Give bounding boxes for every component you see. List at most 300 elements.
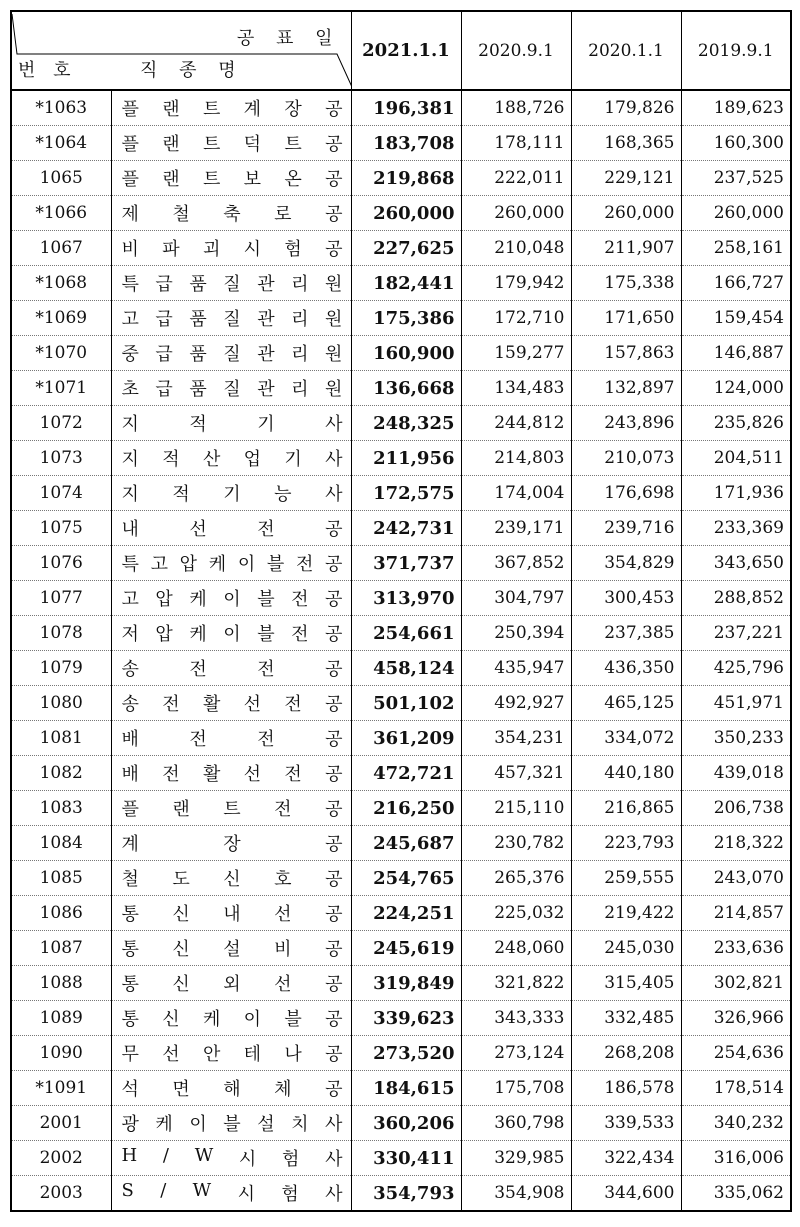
job-name-cell	[111, 756, 351, 791]
wage-value-cell: 371,737	[351, 546, 461, 581]
job-name-char: 광	[121, 1114, 139, 1135]
job-name-char: 전	[295, 554, 314, 575]
wage-value-cell: 175,708	[461, 1071, 571, 1106]
job-name-char: /	[160, 1180, 167, 1201]
wage-value-cell: 172,710	[461, 301, 571, 336]
table-row	[11, 336, 791, 371]
job-name-char: 관	[257, 274, 275, 295]
wage-value-cell: 160,900	[351, 336, 461, 371]
job-name-cell	[111, 231, 351, 266]
job-name-char: 내	[121, 519, 139, 540]
wage-value-cell: 211,956	[351, 441, 461, 476]
job-name-char: 트	[202, 169, 221, 190]
job-number-cell: 1086	[11, 896, 111, 931]
wage-value-cell: 157,863	[571, 336, 681, 371]
job-name-char: 블	[257, 624, 275, 645]
wage-value-cell: 360,798	[461, 1106, 571, 1141]
job-name-char: 질	[223, 344, 241, 365]
wage-value-cell: 259,555	[571, 861, 681, 896]
job-name-char: /	[162, 1145, 169, 1166]
wage-value-cell: 300,453	[571, 581, 681, 616]
job-name-char: 통	[121, 1009, 139, 1030]
job-name-char: 사	[325, 1184, 343, 1205]
wage-value-cell: 288,852	[681, 581, 791, 616]
job-name-char: 트	[202, 99, 221, 120]
job-name-char: 랜	[162, 134, 180, 155]
job-name-cell	[111, 161, 351, 196]
wage-value-cell: 334,072	[571, 721, 681, 756]
wage-value-cell: 223,793	[571, 826, 681, 861]
date-header-2020-9-1: 2020.9.1	[461, 11, 571, 90]
table-row	[11, 1071, 791, 1106]
diagonal-header-cell	[11, 11, 351, 90]
job-name	[122, 690, 343, 716]
job-name	[122, 1075, 343, 1101]
wage-value-cell: 367,852	[461, 546, 571, 581]
job-name-char: 공	[325, 939, 343, 960]
job-name	[122, 1110, 343, 1136]
job-name-char: 공	[325, 1044, 343, 1065]
job-name-char: 시	[243, 239, 262, 260]
wage-value-cell: 183,708	[351, 126, 461, 161]
wage-value-cell: 132,897	[571, 371, 681, 406]
wage-value-cell: 315,405	[571, 966, 681, 1001]
table-row	[11, 196, 791, 231]
job-name-char: 플	[121, 99, 139, 120]
wage-value-cell: 233,636	[681, 931, 791, 966]
wage-value-cell: 175,386	[351, 301, 461, 336]
wage-value-cell: 458,124	[351, 651, 461, 686]
wage-value-cell: 354,908	[461, 1176, 571, 1212]
job-name-cell	[111, 861, 351, 896]
job-name-char: 보	[243, 169, 262, 190]
wage-value-cell: 134,483	[461, 371, 571, 406]
wage-value-cell: 319,849	[351, 966, 461, 1001]
wage-value-cell: 184,615	[351, 1071, 461, 1106]
job-name-char: 압	[155, 624, 173, 645]
job-number-cell: 1073	[11, 441, 111, 476]
job-name	[122, 1180, 343, 1206]
wage-value-cell: 186,578	[571, 1071, 681, 1106]
job-name-char: 사	[325, 484, 343, 505]
wage-value-cell: 245,619	[351, 931, 461, 966]
table-row	[11, 1036, 791, 1071]
job-name-char: 공	[325, 554, 343, 575]
job-name	[122, 830, 343, 856]
wage-value-cell: 188,726	[461, 90, 571, 126]
wage-value-cell: 237,525	[681, 161, 791, 196]
wage-value-cell: 243,896	[571, 406, 681, 441]
job-number-cell: 1076	[11, 546, 111, 581]
job-name-char: 고	[150, 554, 168, 575]
job-name	[122, 445, 343, 471]
job-name-cell	[111, 686, 351, 721]
job-name-char: 공	[325, 764, 343, 785]
job-name-char: 산	[202, 449, 221, 470]
wage-value-cell: 179,942	[461, 266, 571, 301]
table-row	[11, 1176, 791, 1212]
job-name-char: S	[121, 1180, 134, 1201]
job-name-char: 공	[325, 589, 343, 610]
wage-value-cell: 244,812	[461, 406, 571, 441]
job-name-char: W	[192, 1180, 212, 1201]
job-name-char: 면	[172, 1079, 190, 1100]
job-name-char: 원	[325, 274, 343, 295]
table-row	[11, 90, 791, 126]
wage-value-cell: 425,796	[681, 651, 791, 686]
job-number-cell: 2002	[11, 1141, 111, 1176]
job-name-char: 전	[274, 799, 292, 820]
job-number-cell: *1068	[11, 266, 111, 301]
job-name-char: 공	[325, 694, 343, 715]
job-name-cell	[111, 966, 351, 1001]
job-name-char: 능	[274, 484, 292, 505]
job-name-cell	[111, 1176, 351, 1212]
job-name-char: 원	[325, 379, 343, 400]
job-name-cell	[111, 406, 351, 441]
number-label: 번 호	[18, 60, 77, 81]
wage-value-cell: 254,765	[351, 861, 461, 896]
job-name-char: 공	[325, 974, 343, 995]
table-row	[11, 231, 791, 266]
table-row	[11, 546, 791, 581]
table-row	[11, 896, 791, 931]
job-name-char: 공	[325, 1079, 343, 1100]
job-number-cell: 1078	[11, 616, 111, 651]
wage-value-cell: 265,376	[461, 861, 571, 896]
job-name-char: 플	[121, 799, 139, 820]
table-row	[11, 581, 791, 616]
wage-value-cell: 159,277	[461, 336, 571, 371]
job-name-char: 케	[208, 554, 227, 575]
wage-value-cell: 227,625	[351, 231, 461, 266]
job-name-char: 괴	[202, 239, 221, 260]
table-row	[11, 966, 791, 1001]
job-name-char: 전	[162, 764, 180, 785]
job-name-char: 무	[121, 1044, 139, 1065]
wage-value-cell: 146,887	[681, 336, 791, 371]
table-row	[11, 476, 791, 511]
wage-value-cell: 239,171	[461, 511, 571, 546]
date-header-2020-1-1: 2020.1.1	[571, 11, 681, 90]
wage-value-cell: 330,411	[351, 1141, 461, 1176]
job-name-char: 급	[155, 309, 173, 330]
job-name-char: 활	[202, 694, 221, 715]
job-name-char: 도	[172, 869, 190, 890]
job-name-char: 압	[179, 554, 198, 575]
table-row	[11, 616, 791, 651]
wage-value-cell: 254,661	[351, 616, 461, 651]
job-name-char: 체	[274, 1079, 292, 1100]
wage-value-cell: 233,369	[681, 511, 791, 546]
job-name-cell	[111, 1036, 351, 1071]
wage-value-cell: 237,385	[571, 616, 681, 651]
wage-value-cell: 196,381	[351, 90, 461, 126]
wage-value-cell: 350,233	[681, 721, 791, 756]
job-name	[122, 760, 343, 786]
wage-value-cell: 210,073	[571, 441, 681, 476]
wage-value-cell: 179,826	[571, 90, 681, 126]
wage-value-cell: 219,868	[351, 161, 461, 196]
job-name-char: 급	[155, 274, 173, 295]
job-name-cell	[111, 651, 351, 686]
job-name-char: 신	[223, 869, 241, 890]
job-number-cell: *1066	[11, 196, 111, 231]
job-name-char: 랜	[162, 99, 180, 120]
job-name-char: 계	[243, 99, 262, 120]
job-name-char: 질	[223, 379, 241, 400]
job-name-char: 설	[257, 1114, 275, 1135]
job-name-char: 시	[238, 1149, 257, 1170]
wage-value-cell: 204,511	[681, 441, 791, 476]
job-name-char: 지	[121, 449, 139, 470]
job-number-cell: 1087	[11, 931, 111, 966]
wage-value-cell: 237,221	[681, 616, 791, 651]
job-name-char: 공	[325, 799, 343, 820]
job-number-cell: 2003	[11, 1176, 111, 1212]
wage-value-cell: 339,623	[351, 1001, 461, 1036]
table-row	[11, 406, 791, 441]
job-name-char: 송	[121, 694, 139, 715]
job-name-char: 사	[325, 414, 343, 435]
date-header-2021-1-1: 2021.1.1	[351, 11, 461, 90]
job-name-char: 계	[121, 834, 139, 855]
job-name-char: 관	[257, 309, 275, 330]
job-name-char: 제	[121, 204, 139, 225]
wage-value-cell: 214,857	[681, 896, 791, 931]
job-name-char: 전	[189, 659, 207, 680]
wage-value-cell: 440,180	[571, 756, 681, 791]
job-name-char: 선	[274, 974, 292, 995]
job-name-char: 케	[189, 589, 207, 610]
job-name-char: 질	[223, 309, 241, 330]
wage-value-cell: 260,000	[461, 196, 571, 231]
job-name-char: 전	[257, 659, 275, 680]
job-name	[122, 865, 343, 891]
wage-value-cell: 159,454	[681, 301, 791, 336]
job-name	[122, 200, 343, 226]
job-name-cell	[111, 371, 351, 406]
job-name-char: 전	[291, 589, 309, 610]
job-name-cell	[111, 931, 351, 966]
wage-value-cell: 189,623	[681, 90, 791, 126]
job-name-cell	[111, 336, 351, 371]
job-name-char: 외	[223, 974, 241, 995]
wage-value-cell: 268,208	[571, 1036, 681, 1071]
job-name-char: 케	[189, 624, 207, 645]
job-number-cell: 1085	[11, 861, 111, 896]
job-name-char: 이	[223, 589, 241, 610]
job-name-cell	[111, 1141, 351, 1176]
job-name-char: 나	[284, 1044, 302, 1065]
wage-value-cell: 436,350	[571, 651, 681, 686]
wage-value-cell: 302,821	[681, 966, 791, 1001]
job-name-char: 공	[325, 869, 343, 890]
job-name-char: 기	[257, 414, 275, 435]
job-name-char: 내	[223, 904, 241, 925]
job-name-char: 신	[172, 974, 190, 995]
job-name-char: 원	[325, 344, 343, 365]
job-number-cell: *1069	[11, 301, 111, 336]
job-name-cell	[111, 791, 351, 826]
job-name-char: 특	[121, 554, 139, 575]
job-name-char: 로	[274, 204, 292, 225]
wage-value-cell: 242,731	[351, 511, 461, 546]
table-row	[11, 441, 791, 476]
job-number-cell: 1084	[11, 826, 111, 861]
job-name	[122, 340, 343, 366]
job-name-char: 질	[223, 274, 241, 295]
wage-value-cell: 245,687	[351, 826, 461, 861]
job-name-cell	[111, 266, 351, 301]
job-name-char: 비	[121, 239, 139, 260]
wage-value-cell: 124,000	[681, 371, 791, 406]
job-name-cell	[111, 126, 351, 161]
wage-value-cell: 332,485	[571, 1001, 681, 1036]
wage-value-cell: 304,797	[461, 581, 571, 616]
job-name	[122, 130, 343, 156]
job-name-char: 급	[155, 344, 173, 365]
job-name-char: 관	[257, 379, 275, 400]
job-number-cell: 1075	[11, 511, 111, 546]
job-number-cell: 1083	[11, 791, 111, 826]
wage-value-cell: 250,394	[461, 616, 571, 651]
job-number-cell: 1079	[11, 651, 111, 686]
job-name-char: 공	[325, 519, 343, 540]
wage-value-cell: 216,865	[571, 791, 681, 826]
job-name-char: 품	[189, 379, 207, 400]
job-name-char: 원	[325, 309, 343, 330]
job-number-cell: 1081	[11, 721, 111, 756]
wage-value-cell: 182,441	[351, 266, 461, 301]
job-name-char: 철	[121, 869, 139, 890]
job-name-char: 덕	[243, 134, 262, 155]
job-name-char: 전	[291, 624, 309, 645]
job-name-char: 신	[162, 1009, 180, 1030]
job-name-char: 관	[257, 344, 275, 365]
wage-value-cell: 451,971	[681, 686, 791, 721]
job-name-char: 공	[325, 134, 343, 155]
job-name-char: 선	[189, 519, 207, 540]
wage-value-cell: 260,000	[681, 196, 791, 231]
job-name-char: 블	[257, 589, 275, 610]
job-number-cell: 1072	[11, 406, 111, 441]
wage-value-cell: 160,300	[681, 126, 791, 161]
wage-value-cell: 239,716	[571, 511, 681, 546]
job-name	[122, 270, 343, 296]
job-name-cell	[111, 196, 351, 231]
job-name-char: 전	[284, 764, 302, 785]
job-name-char: 트	[223, 799, 241, 820]
job-name	[122, 935, 343, 961]
job-name	[122, 1040, 343, 1066]
table-row	[11, 931, 791, 966]
job-number-cell: 1077	[11, 581, 111, 616]
table-row	[11, 301, 791, 336]
job-name-cell	[111, 616, 351, 651]
job-name-char: 고	[121, 309, 139, 330]
job-name-char: 특	[121, 274, 139, 295]
table-row	[11, 511, 791, 546]
job-name-cell	[111, 546, 351, 581]
job-name-char: 선	[274, 904, 292, 925]
table-row	[11, 686, 791, 721]
wage-value-cell: 435,947	[461, 651, 571, 686]
job-name-char: 테	[243, 1044, 262, 1065]
job-name-cell	[111, 1071, 351, 1106]
wage-value-cell: 260,000	[571, 196, 681, 231]
wage-value-cell: 176,698	[571, 476, 681, 511]
job-name-char: 업	[243, 449, 262, 470]
job-name-char: 트	[202, 134, 221, 155]
job-name	[122, 970, 343, 996]
wage-value-cell: 206,738	[681, 791, 791, 826]
job-name-char: 공	[325, 624, 343, 645]
job-name-cell	[111, 1001, 351, 1036]
job-name-char: 공	[325, 1009, 343, 1030]
wage-value-cell: 248,060	[461, 931, 571, 966]
wage-value-cell: 210,048	[461, 231, 571, 266]
job-name-char: 전	[257, 729, 275, 750]
wage-value-cell: 439,018	[681, 756, 791, 791]
job-name-char: 플	[121, 134, 139, 155]
wage-value-cell: 343,650	[681, 546, 791, 581]
header-row	[11, 11, 791, 90]
job-name	[122, 410, 343, 436]
job-number-cell: 1080	[11, 686, 111, 721]
wage-value-cell: 273,124	[461, 1036, 571, 1071]
job-name-char: 호	[274, 869, 292, 890]
wage-value-cell: 171,650	[571, 301, 681, 336]
job-name	[122, 1005, 343, 1031]
table-row	[11, 371, 791, 406]
job-name-char: 통	[121, 974, 139, 995]
wage-value-cell: 245,030	[571, 931, 681, 966]
job-name-cell	[111, 826, 351, 861]
job-name-char: 험	[281, 1184, 299, 1205]
wage-value-cell: 339,533	[571, 1106, 681, 1141]
wage-value-cell: 171,936	[681, 476, 791, 511]
job-name-cell	[111, 721, 351, 756]
job-name-char: 리	[291, 379, 309, 400]
job-name-char: 케	[155, 1114, 173, 1135]
wage-value-cell: 344,600	[571, 1176, 681, 1212]
table-row	[11, 861, 791, 896]
wage-value-cell: 457,321	[461, 756, 571, 791]
job-number-cell: *1070	[11, 336, 111, 371]
job-name-char: 지	[121, 414, 139, 435]
job-name-char: 안	[202, 1044, 221, 1065]
job-name-char: 험	[282, 1149, 300, 1170]
wage-value-cell: 354,793	[351, 1176, 461, 1212]
job-name-char: 공	[325, 169, 343, 190]
wage-value-cell: 335,062	[681, 1176, 791, 1212]
job-name-char: 플	[121, 169, 139, 190]
wage-value-cell: 465,125	[571, 686, 681, 721]
wage-value-cell: 168,365	[571, 126, 681, 161]
wage-value-cell: 222,011	[461, 161, 571, 196]
wage-value-cell: 136,668	[351, 371, 461, 406]
job-number-cell: 1089	[11, 1001, 111, 1036]
wage-value-cell: 172,575	[351, 476, 461, 511]
job-name-char: W	[194, 1145, 214, 1166]
job-name-char: 적	[172, 484, 190, 505]
job-name-char: 통	[121, 904, 139, 925]
wage-value-cell: 260,000	[351, 196, 461, 231]
job-name	[122, 1145, 343, 1171]
wage-value-cell: 326,966	[681, 1001, 791, 1036]
job-name-char: 중	[121, 344, 139, 365]
